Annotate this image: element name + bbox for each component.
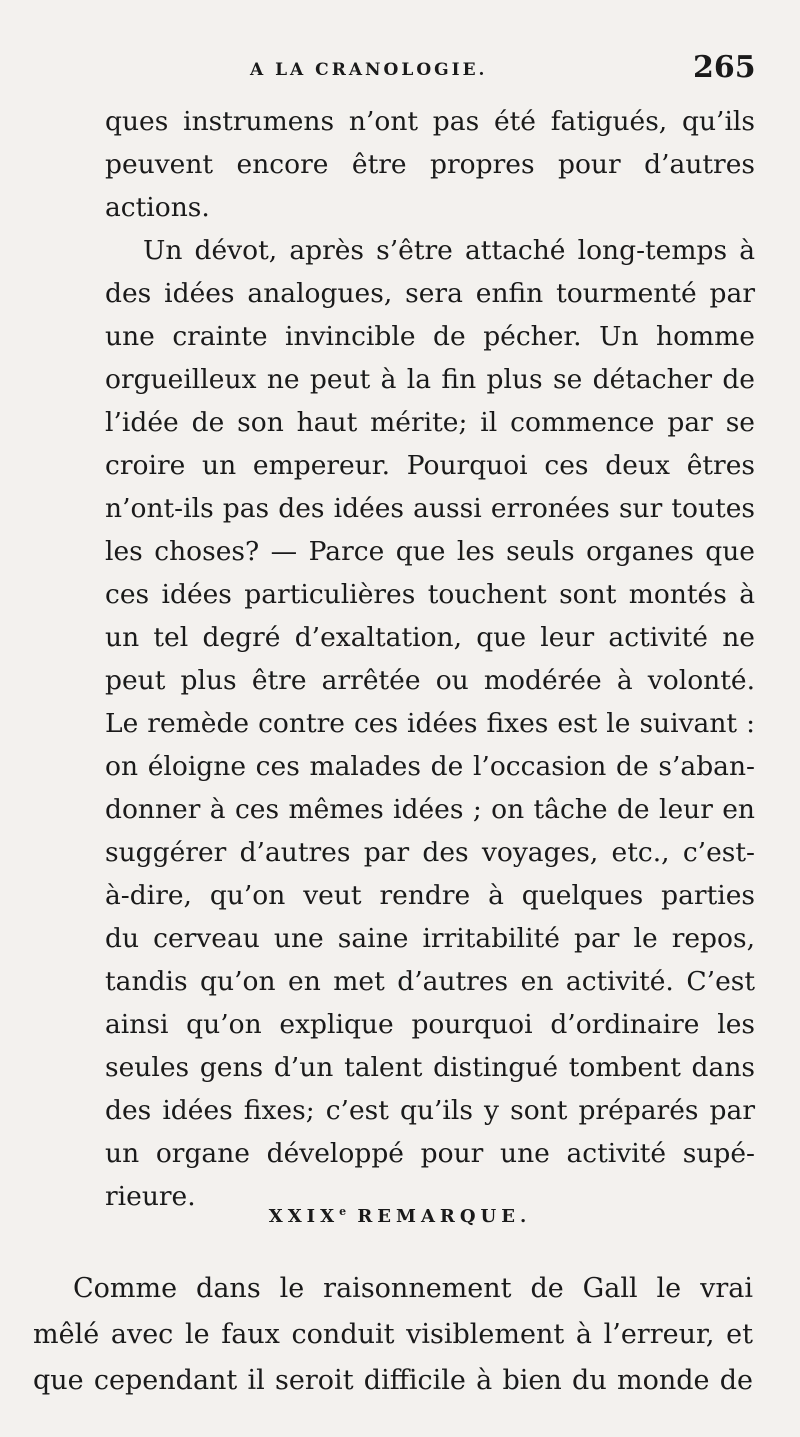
text-line: Le remède contre ces idées fixes est le suivant : — [105, 708, 755, 739]
section-heading-superscript: e — [339, 1205, 347, 1218]
text-line: seules gens d’un talent distingué tombent dans — [105, 1052, 755, 1083]
running-title: A LA CRANOLOGIE. — [250, 60, 488, 80]
text-line: croire un empereur. Pourquoi ces deux êtres — [105, 450, 755, 481]
text-line: actions. — [105, 192, 210, 223]
text-line: Un dévot, après s’être attaché long-temps à — [143, 235, 755, 266]
text-line: tandis qu’on en met d’autres en activité. C’est — [105, 966, 755, 997]
text-line: un organe développé pour une activité supé- — [105, 1138, 755, 1169]
section-heading-numeral: XXIX — [268, 1206, 340, 1227]
text-line: du cerveau une saine irritabilité par le repos, — [105, 923, 755, 954]
page-number: 265 — [693, 50, 756, 85]
text-line: des idées analogues, sera enfin tourmenté par — [105, 278, 755, 309]
text-line: ces idées particulières touchent sont montés à — [105, 579, 755, 610]
text-line: on éloigne ces malades de l’occasion de s’aban- — [105, 751, 755, 782]
text-line: donner à ces mêmes idées ; on tâche de leur en — [105, 794, 755, 825]
text-line: une crainte invincible de pécher. Un homme — [105, 321, 755, 352]
text-line: Comme dans le raisonnement de Gall le vrai — [73, 1273, 753, 1304]
text-line: les choses? — Parce que les seuls organes que — [105, 536, 755, 567]
section-heading-title: REMARQUE. — [346, 1206, 532, 1227]
text-line: peuvent encore être propres pour d’autres — [105, 149, 755, 180]
text-line: peut plus être arrêtée ou modérée à volonté. — [105, 665, 755, 696]
text-line: suggérer d’autres par des voyages, etc., c’est- — [105, 837, 755, 868]
text-line: à-dire, qu’on veut rendre à quelques parties — [105, 880, 755, 911]
text-line: un tel degré d’exaltation, que leur activité ne — [105, 622, 755, 653]
text-line: n’ont-ils pas des idées aussi erronées sur toutes — [105, 493, 755, 524]
text-line: mêlé avec le faux conduit visiblement à l’erreur, et — [33, 1319, 753, 1350]
text-line: l’idée de son haut mérite; il commence par se — [105, 407, 755, 438]
text-line: des idées fixes; c’est qu’ils y sont préparés par — [105, 1095, 755, 1126]
text-line: rieure. — [105, 1181, 196, 1212]
text-line: ques instrumens n’ont pas été fatigués, qu’ils — [105, 106, 755, 137]
paragraph-block-2 — [33, 1266, 753, 1404]
paragraph-block — [105, 100, 755, 1218]
text-line: ainsi qu’on explique pourquoi d’ordinaire les — [105, 1009, 755, 1040]
text-line: que cependant il seroit difficile à bien du monde de — [33, 1365, 753, 1396]
text-line: orgueilleux ne peut à la fin plus se détacher de — [105, 364, 755, 395]
running-head — [0, 50, 800, 90]
section-heading — [0, 1205, 800, 1227]
